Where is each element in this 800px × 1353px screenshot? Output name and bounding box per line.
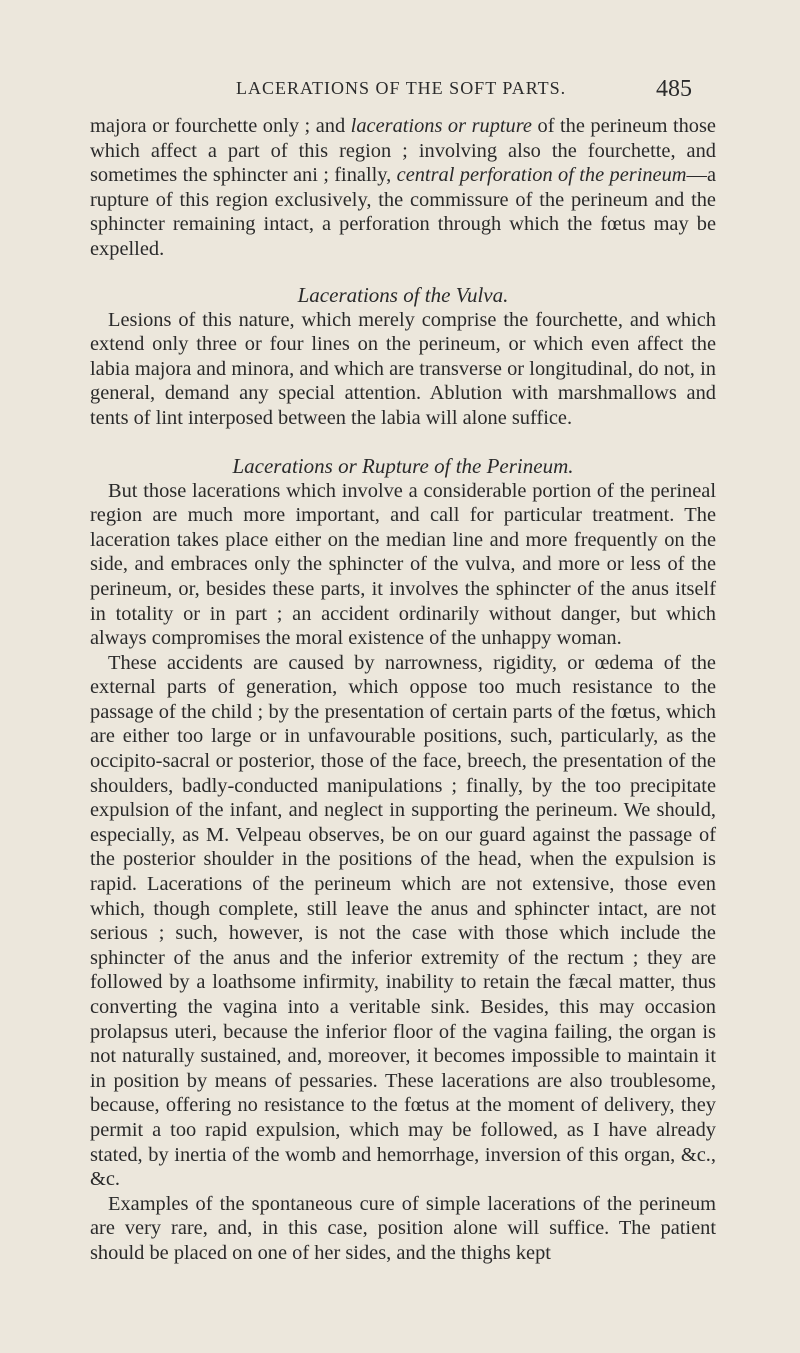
page-header	[0, 78, 800, 108]
paragraph-text: of the perineum those which affect a part of this region ; involving also the fourchette, and sometimes the sphincter ani ; finally,	[90, 115, 716, 187]
italic-term: lacerations or rupture	[350, 115, 532, 137]
running-head: LACERATIONS OF THE SOFT PARTS.	[236, 78, 567, 98]
section-heading-perineum: Lacerations or Rupture of the Perineum.	[232, 453, 574, 478]
paragraph: Lesions of this nature, which merely comprise the fourchette, and which extend only three or four lines on the perineum, or which even affect the labia majora and minora, and which are transverse or longitudinal, do not, in general, demand any special attention. Ablution with marshmallows and tents of lint interposed between the labia will alone suffice.	[90, 308, 716, 429]
page-number: 485	[656, 76, 692, 102]
paragraph: These accidents are caused by narrowness, rigidity, or œdema of the external parts of generation, which oppose too much resistance to the passage of the child ; by the presentation of certain parts of the fœtus, which are either too large or in unfavourable positions, such, particularly, as the occipito-sacral or posterior, those of the face, breech, the presentation of the shoulders, badly-conducted manipulations ; finally, by the too precipitate expulsion of the infant, and neglect in supporting the perineum. We should, especially, as M. Velpeau observes, be on our guard against the passage of the posterior shoulder in the positions of the head, when the expulsion is rapid. Lacerations of the perineum which are not extensive, those even which, though complete, still leave the anus and sphincter intact, are not serious ; such, however, is not the case with those which include the sphincter of the anus and the inferior extremity of the rectum ; they are followed by a loathsome infirmity, inability to retain the fæcal matter, thus converting the vagina into a veritable sink. Besides, this may occasion prolapsus uteri, because the inferior floor of the vagina failing, the organ is not naturally sustained, and, moreover, it becomes impossible to maintain it in position by means of pessaries. These lacerations are also troublesome, because, offering no resistance to the fœtus at the moment of delivery, they permit a too rapid expulsion, which may be followed, as I have already stated, by inertia of the womb and hemorrhage, inversion of this organ, &c., &c.	[90, 651, 716, 1191]
paragraph-continuation	[90, 114, 716, 262]
paragraph-text: majora or fourchette only ; and	[90, 115, 351, 137]
section-heading-vulva: Lacerations of the Vulva.	[297, 282, 509, 307]
paragraph: But those lacerations which involve a considerable portion of the perineal region are much more important, and call for particular treatment. The laceration takes place either on the median line and more frequently on the side, and embraces only the sphincter of the vulva, and more or less of the perineum, or, besides these parts, it involves the sphincter of the anus itself in totality or in part ; an accident ordinarily without danger, but which always compromises the moral existence of the unhappy woman.	[90, 479, 716, 650]
paragraph: Examples of the spontaneous cure of simple lacerations of the perineum are very rare, and, in this case, position alone will suffice. The patient should be placed on one of her sides, and the thighs kept	[90, 1192, 716, 1264]
paragraph-text: —a rupture of this region exclusively, the commissure of the perineum and the sphincter remaining intact, a perforation through which the fœtus may be expelled.	[90, 164, 716, 260]
page-body	[90, 114, 716, 1266]
italic-term: central perforation of the perineum	[396, 164, 687, 187]
